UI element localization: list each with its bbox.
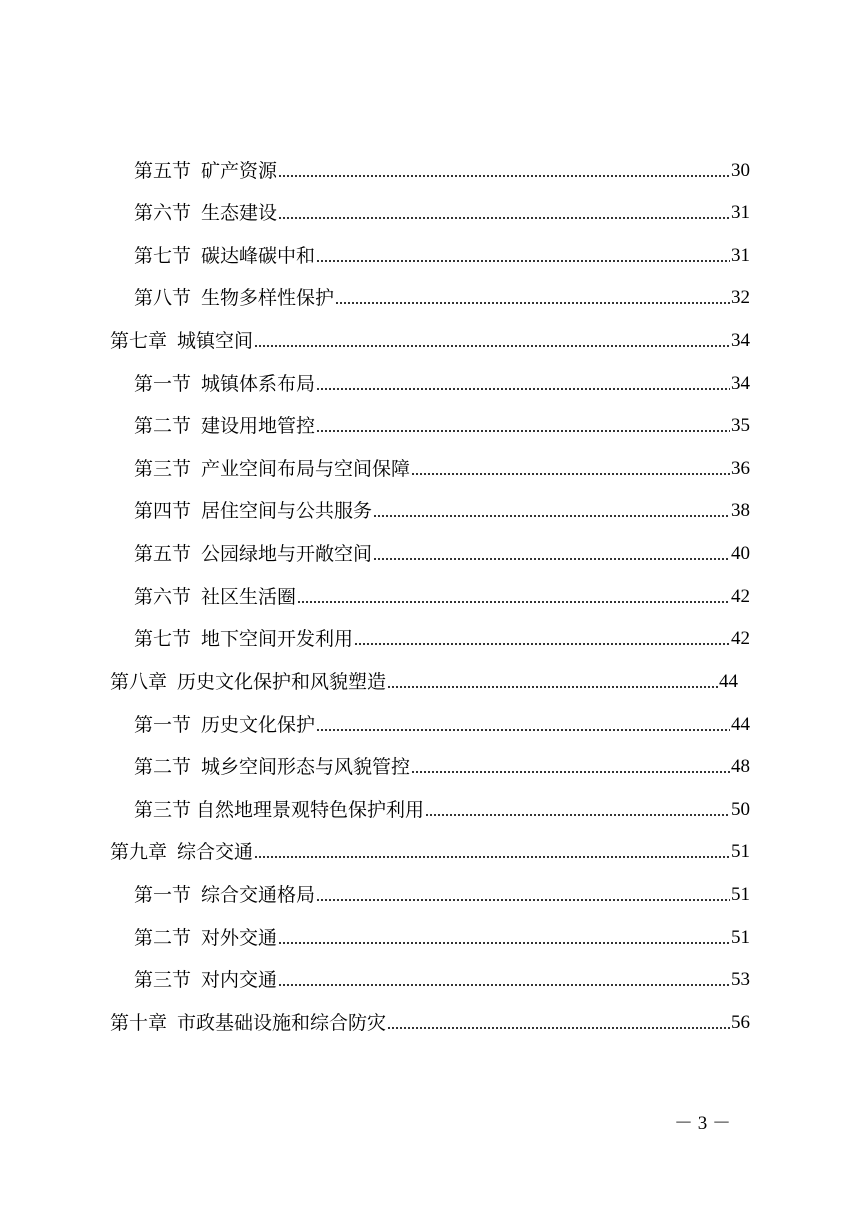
- toc-entry-title: 矿产资源: [201, 160, 278, 182]
- toc-entry-page: 40: [731, 543, 750, 564]
- toc-entry-page: 35: [731, 415, 750, 436]
- toc-entry-number: 第二节: [134, 415, 192, 437]
- toc-entry-title: 市政基础设施和综合防灾: [177, 1012, 387, 1034]
- toc-entry-page: 51: [731, 841, 750, 862]
- dot-leader: [316, 388, 730, 390]
- toc-entry-title: 综合交通格局: [201, 884, 316, 906]
- toc-entry-number: 第六节: [134, 586, 192, 608]
- toc-entry-page: 34: [731, 330, 750, 351]
- toc-entry-number: 第十章: [110, 1012, 168, 1034]
- toc-entry-page: 38: [731, 500, 750, 521]
- toc-entry-title: 城镇体系布局: [201, 373, 316, 395]
- toc-entry[interactable]: [134, 369, 750, 399]
- toc-entry-page: 34: [731, 373, 750, 394]
- toc-entry-title: 历史文化保护和风貌塑造: [177, 671, 387, 693]
- toc-chapter-entry[interactable]: [110, 1008, 750, 1038]
- dot-leader: [354, 643, 730, 645]
- dot-leader: [316, 729, 730, 731]
- toc-entry-page: 48: [731, 756, 750, 777]
- dot-leader: [373, 515, 730, 517]
- toc-entry-title: 城乡空间形态与风貌管控: [201, 756, 411, 778]
- toc-entry-page: 42: [731, 586, 750, 607]
- toc-entry-number: 第四节: [134, 500, 192, 522]
- toc-entry-page: 31: [731, 245, 750, 266]
- toc-entry[interactable]: [134, 539, 750, 569]
- toc-entry-title: 建设用地管控: [201, 415, 316, 437]
- toc-entry-title: 对内交通: [201, 969, 278, 991]
- toc-entry[interactable]: [134, 752, 750, 782]
- toc-entry-page: 31: [731, 202, 750, 223]
- toc-entry-title: 城镇空间: [177, 330, 254, 352]
- toc-entry-title: 自然地理景观特色保护利用: [196, 799, 425, 821]
- toc-chapter-entry[interactable]: [110, 326, 750, 356]
- toc-entry-number: 第一节: [134, 884, 192, 906]
- toc-entry-number: 第八章: [110, 671, 168, 693]
- toc-entry-number: 第九章: [110, 841, 168, 863]
- toc-entry-page: 56: [731, 1012, 750, 1033]
- toc-entry[interactable]: [134, 454, 750, 484]
- toc-entry-title: 公园绿地与开敞空间: [201, 543, 373, 565]
- toc-entry[interactable]: [134, 710, 750, 740]
- toc-entry-page: 36: [731, 458, 750, 479]
- dot-leader: [254, 856, 730, 858]
- toc-entry-number: 第三节: [134, 458, 192, 480]
- toc-entry-number: 第二节: [134, 927, 192, 949]
- toc-entry-number: 第七节: [134, 245, 192, 267]
- dot-leader: [411, 473, 730, 475]
- dot-leader: [278, 217, 730, 219]
- toc-entry[interactable]: [134, 496, 750, 526]
- toc-entry[interactable]: [134, 411, 750, 441]
- toc-entry-number: 第一节: [134, 714, 192, 736]
- dot-leader: [316, 430, 730, 432]
- toc-entry-page: 51: [731, 884, 750, 905]
- toc-entry-page: 51: [731, 927, 750, 948]
- dot-leader: [335, 302, 730, 304]
- toc-entry[interactable]: [134, 880, 750, 910]
- toc-entry[interactable]: [134, 923, 750, 953]
- toc-entry-number: 第七节: [134, 628, 192, 650]
- toc-entry-number: 第八节: [134, 287, 192, 309]
- toc-entry-page: 42: [731, 628, 750, 649]
- dot-leader: [278, 984, 730, 986]
- toc-entry-page: 30: [731, 160, 750, 181]
- toc-entry-number: 第二节: [134, 756, 192, 778]
- dot-leader: [387, 1027, 730, 1029]
- toc-entry-number: 第三节: [134, 969, 192, 991]
- toc-entry-title: 居住空间与公共服务: [201, 500, 373, 522]
- toc-entry-number: 第五节: [134, 543, 192, 565]
- toc-entry[interactable]: [134, 582, 750, 612]
- page-number: － 3 －: [674, 1113, 732, 1134]
- toc-entry-title: 生物多样性保护: [201, 287, 335, 309]
- toc-entry-number: 第七章: [110, 330, 168, 352]
- toc-entry-title: 社区生活圈: [201, 586, 297, 608]
- toc-entry-title: 地下空间开发利用: [201, 628, 354, 650]
- toc-chapter-entry[interactable]: [110, 667, 738, 697]
- toc-entry[interactable]: [134, 795, 750, 825]
- dot-leader: [373, 558, 730, 560]
- toc-entry-number: 第六节: [134, 202, 192, 224]
- toc-entry[interactable]: [134, 965, 750, 995]
- toc-entry-title: 碳达峰碳中和: [201, 245, 316, 267]
- toc-entry-page: 44: [719, 671, 738, 692]
- toc-entry-title: 生态建设: [201, 202, 278, 224]
- dot-leader: [297, 601, 730, 603]
- toc-entry-page: 53: [731, 969, 750, 990]
- toc-entry-title: 历史文化保护: [201, 714, 316, 736]
- toc-entry-title: 对外交通: [201, 927, 278, 949]
- toc-entry[interactable]: [134, 283, 750, 313]
- dot-leader: [254, 345, 730, 347]
- dot-leader: [425, 814, 730, 816]
- dot-leader: [316, 899, 730, 901]
- toc-entry[interactable]: [134, 156, 750, 186]
- toc-entry[interactable]: [134, 624, 750, 654]
- dot-leader: [387, 686, 718, 688]
- toc-entry-page: 50: [731, 799, 750, 820]
- dot-leader: [316, 260, 730, 262]
- toc-entry-page: 44: [731, 714, 750, 735]
- toc-entry[interactable]: [134, 241, 750, 271]
- toc-entry-title: 综合交通: [177, 841, 254, 863]
- toc-entry-title: 产业空间布局与空间保障: [201, 458, 411, 480]
- toc-entry-page: 32: [731, 287, 750, 308]
- toc-entry-number: 第五节: [134, 160, 192, 182]
- toc-entry-number: 第一节: [134, 373, 192, 395]
- dot-leader: [278, 175, 730, 177]
- dot-leader: [411, 771, 730, 773]
- toc-entry[interactable]: [134, 198, 750, 228]
- dot-leader: [278, 942, 730, 944]
- toc-entry-number: 第三节: [134, 799, 192, 821]
- toc-chapter-entry[interactable]: [110, 837, 750, 867]
